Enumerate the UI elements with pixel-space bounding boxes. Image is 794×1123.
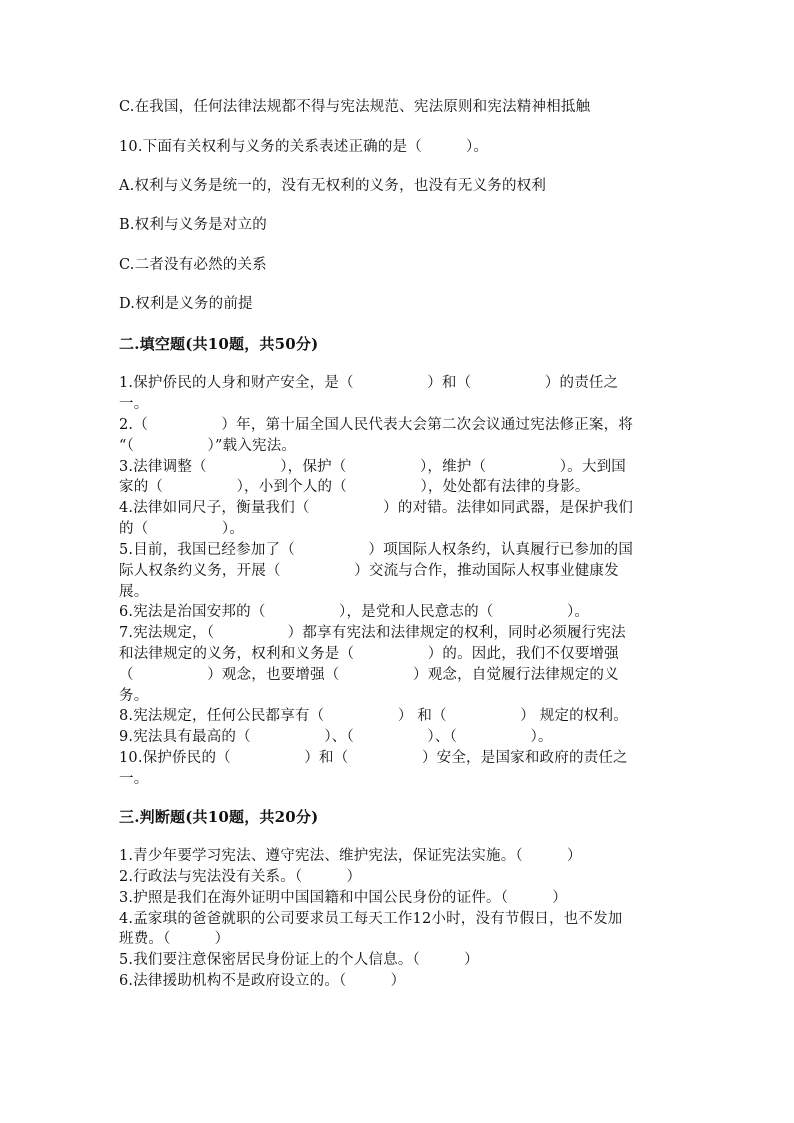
q10-option-a: A.权利与义务是统一的，没有无权利的义务，也没有无义务的权利	[119, 178, 547, 194]
fill-line: 际人权条约义务，开展（ ）交流与合作，推动国际人权事业健康发	[119, 563, 619, 579]
judge-line: 班费。（ ）	[119, 931, 230, 947]
fill-line: 务。	[119, 688, 149, 704]
fill-line: 7.宪法规定，（ ）都享有宪法和法律规定的权利，同时必须履行宪法	[119, 625, 626, 641]
fill-line: 9.宪法具有最高的（ ）、（ ）、（ ）。	[119, 729, 553, 745]
fill-line: 2.（ ）年，第十届全国人民代表大会第二次会议通过宪法修正案，将	[119, 417, 634, 433]
fill-line: “（ ）”载入宪法。	[119, 438, 297, 454]
judge-line: 2.行政法与宪法没有关系。（ ）	[119, 869, 362, 885]
fill-line: 家的（ ），小到个人的（ ），处处都有法律的身影。	[119, 479, 590, 495]
fill-line: 5.目前，我国已经参加了（ ）项国际人权条约，认真履行已参加的国	[119, 542, 634, 558]
fill-line: 展。	[119, 584, 149, 600]
fill-line: 的（ ）。	[119, 521, 245, 537]
fill-line: 10.保护侨民的（ ）和（ ）安全，是国家和政府的责任之	[119, 750, 628, 766]
judge-line: 5.我们要注意保密居民身份证上的个人信息。（ ）	[119, 952, 479, 968]
judge-line: 3.护照是我们在海外证明中国国籍和中国公民身份的证件。（ ）	[119, 890, 567, 906]
fill-line: 1.保护侨民的人身和财产安全，是（ ）和（ ）的责任之	[119, 375, 619, 391]
q10-option-c: C.二者没有必然的关系	[119, 257, 267, 273]
fill-line: 4.法律如同尺子，衡量我们（ ）的对错。法律如同武器，是保护我们	[119, 500, 634, 516]
fill-line: 一。	[119, 396, 149, 412]
q10-stem: 10.下面有关权利与义务的关系表述正确的是（ ）。	[119, 139, 489, 155]
fill-line: 一。	[119, 771, 149, 787]
fill-line: （ ）观念，也要增强（ ）观念，自觉履行法律规定的义	[119, 667, 619, 683]
q9-option-c: C.在我国，任何法律法规都不得与宪法规范、宪法原则和宪法精神相抵触	[119, 99, 591, 115]
fill-line: 和法律规定的义务，权利和义务是（ ）的。因此，我们不仅要增强	[119, 646, 619, 662]
judge-line: 6.法律援助机构不是政府设立的。（ ）	[119, 973, 406, 989]
fill-line: 3.法律调整（ ），保护（ ），维护（ ）。大到国	[119, 459, 626, 475]
section3-title: 三.判断题(共10题，共20分)	[119, 808, 319, 826]
judge-line: 1.青少年要学习宪法、遵守宪法、维护宪法，保证宪法实施。（ ）	[119, 848, 582, 864]
fill-line: 6.宪法是治国安邦的（ ），是党和人民意志的（ ）。	[119, 604, 590, 620]
fill-line: 8.宪法规定，任何公民都享有（ ） 和（ ） 规定的权利。	[119, 708, 628, 724]
q10-option-b: B.权利与义务是对立的	[119, 217, 267, 233]
judge-line: 4.孟家琪的爸爸就职的公司要求员工每天工作12小时，没有节假日，也不发加	[119, 911, 623, 927]
section2-title: 二.填空题(共10题，共50分)	[119, 335, 319, 353]
q10-option-d: D.权利是义务的前提	[119, 296, 253, 312]
